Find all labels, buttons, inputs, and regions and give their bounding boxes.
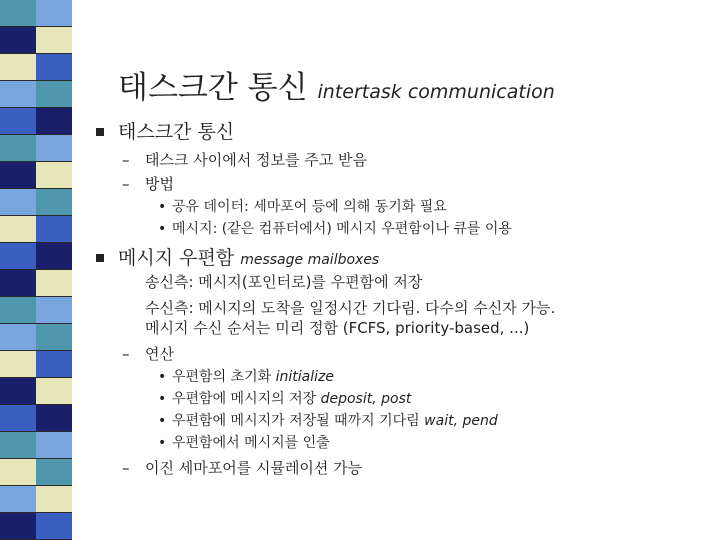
- mailbox-heading-korean: 메시지 우편함: [118, 247, 235, 269]
- operation-deposit: [172, 390, 411, 409]
- decorative-side-strip: [0, 0, 72, 540]
- strip-block: [0, 405, 36, 432]
- bullet-shared-data: 공유 데이터: 세마포어 등에 의해 동기화 필요: [172, 199, 447, 215]
- strip-block: [0, 135, 36, 162]
- strip-block: [36, 0, 72, 27]
- strip-column-left: [0, 0, 36, 540]
- section-heading-intertask: 태스크간 통신: [118, 121, 235, 143]
- strip-block: [36, 162, 72, 189]
- strip-block: [36, 108, 72, 135]
- strip-block: [36, 81, 72, 108]
- sub-item-operations: 연산: [145, 345, 174, 363]
- strip-block: [0, 54, 36, 81]
- paragraph-sender: 송신측: 메시지(포인터로)를 우편함에 저장: [145, 273, 423, 291]
- operation-text: 우편함의 초기화: [172, 369, 272, 385]
- mailbox-heading-english: message mailboxes: [240, 252, 380, 268]
- operation-text: 우편함에 메시지의 저장: [172, 391, 317, 407]
- strip-block: [36, 378, 72, 405]
- strip-block: [36, 405, 72, 432]
- strip-block: [0, 216, 36, 243]
- operation-text: 우편함에서 메시지를 인출: [172, 435, 330, 451]
- strip-block: [0, 189, 36, 216]
- strip-block: [0, 0, 36, 27]
- strip-block: [0, 270, 36, 297]
- section-heading-mailbox: [118, 246, 379, 272]
- dot-marker: •: [158, 435, 167, 451]
- strip-block: [36, 135, 72, 162]
- operation-retrieve: [172, 434, 330, 453]
- strip-block: [36, 324, 72, 351]
- slide-title-english: intertask communication: [317, 81, 555, 103]
- strip-column-right: [36, 0, 72, 540]
- dot-marker: •: [158, 391, 167, 407]
- square-bullet-icon: [96, 254, 104, 262]
- sub-item-binary-semaphore: 이진 세마포어를 시뮬레이션 가능: [145, 459, 363, 477]
- strip-block: [0, 513, 36, 540]
- operation-wait: [172, 412, 498, 431]
- sub-item-method: 방법: [145, 175, 174, 193]
- strip-block: [0, 324, 36, 351]
- slide-title-korean: 태스크간 통신: [118, 70, 308, 106]
- strip-block: [0, 432, 36, 459]
- dot-marker: •: [158, 369, 167, 385]
- dash-marker: –: [122, 175, 130, 193]
- operation-english: deposit, post: [320, 391, 412, 407]
- paragraph-order: 메시지 수신 순서는 미리 정함 (FCFS, priority-based, ...): [145, 319, 530, 337]
- slide-title: [118, 70, 555, 110]
- dash-marker: –: [122, 459, 130, 477]
- operation-initialize: [172, 368, 334, 387]
- operation-english: wait, pend: [424, 413, 498, 429]
- strip-block: [0, 297, 36, 324]
- strip-block: [36, 486, 72, 513]
- strip-block: [0, 81, 36, 108]
- strip-block: [0, 243, 36, 270]
- operation-text: 우편함에 메시지가 저장될 때까지 기다림: [172, 413, 420, 429]
- strip-block: [36, 54, 72, 81]
- strip-block: [0, 351, 36, 378]
- paragraph-receiver: 수신측: 메시지의 도착을 일정시간 기다림. 다수의 수신자 가능.: [145, 299, 556, 317]
- strip-block: [36, 297, 72, 324]
- strip-block: [0, 27, 36, 54]
- dash-marker: –: [122, 345, 130, 363]
- strip-block: [0, 378, 36, 405]
- strip-block: [36, 27, 72, 54]
- dot-marker: •: [158, 221, 167, 237]
- strip-block: [36, 513, 72, 540]
- sub-item-exchange: 태스크 사이에서 정보를 주고 받음: [145, 151, 367, 169]
- operation-english: initialize: [275, 369, 334, 385]
- strip-block: [36, 459, 72, 486]
- strip-block: [36, 351, 72, 378]
- strip-block: [0, 459, 36, 486]
- strip-block: [36, 243, 72, 270]
- strip-block: [0, 486, 36, 513]
- square-bullet-icon: [96, 128, 104, 136]
- strip-block: [36, 216, 72, 243]
- dot-marker: •: [158, 413, 167, 429]
- strip-block: [36, 189, 72, 216]
- strip-block: [0, 108, 36, 135]
- strip-block: [36, 270, 72, 297]
- dot-marker: •: [158, 199, 167, 215]
- bullet-message: 메시지: (같은 컴퓨터에서) 메시지 우편함이나 큐를 이용: [172, 221, 512, 237]
- strip-block: [36, 432, 72, 459]
- dash-marker: –: [122, 151, 130, 169]
- strip-block: [0, 162, 36, 189]
